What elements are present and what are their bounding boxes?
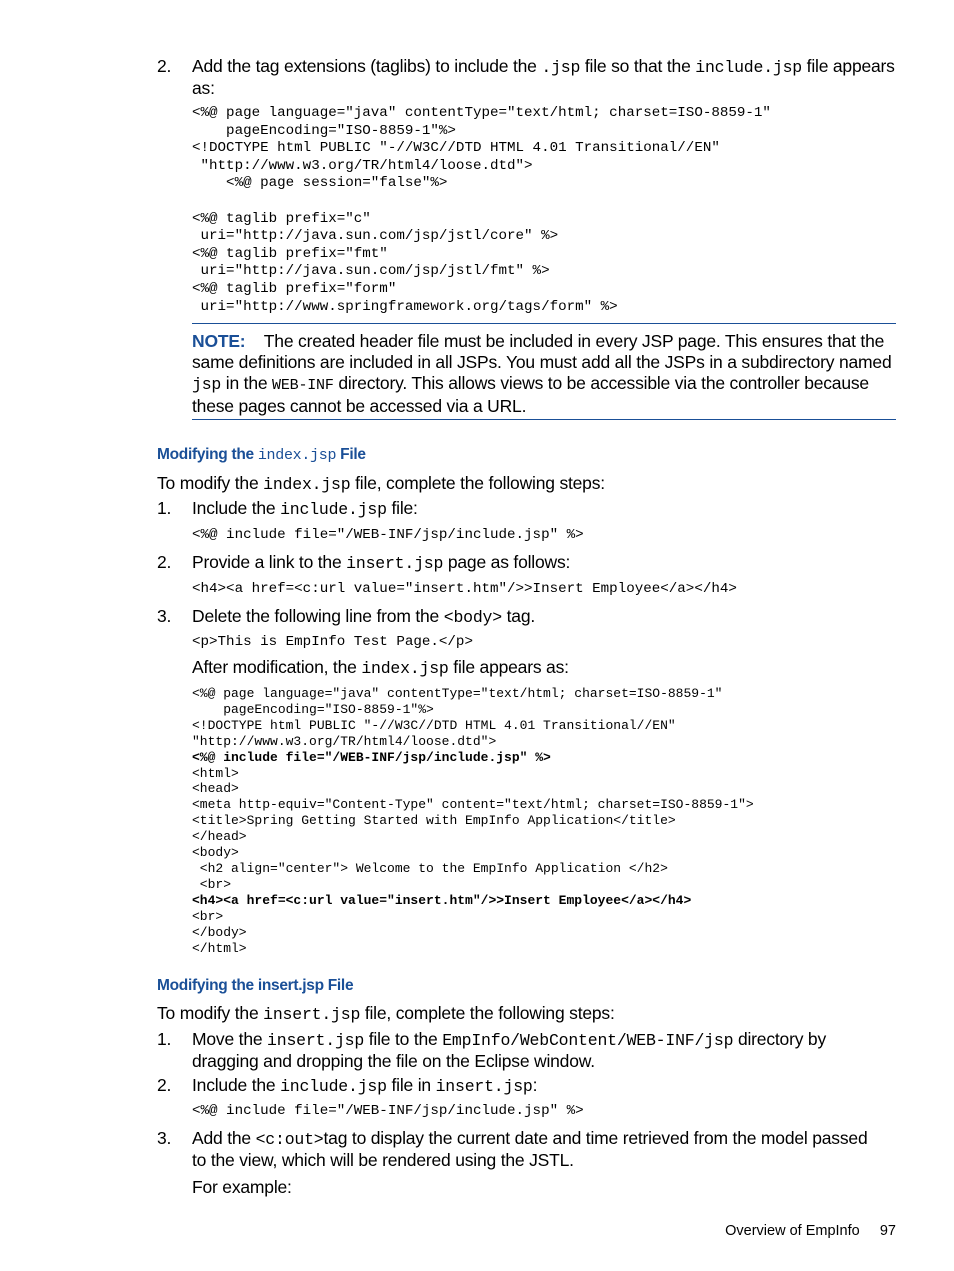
code-snippet: <p>This is EmpInfo Test Page.</p> [192, 634, 473, 650]
text: Include the [192, 498, 281, 518]
step-text [192, 498, 898, 520]
text: Add the tag extensions (taglibs) to include the [192, 56, 542, 76]
text: dragging and dropping the file on the Eclipse window. [192, 1051, 595, 1071]
step-number: 3. [157, 606, 172, 626]
step-number: 1. [157, 498, 172, 518]
for-example-text: For example: [192, 1177, 292, 1197]
code-listing [192, 686, 754, 956]
code-snippet: <h4><a href=<c:url value="insert.htm"/>>Insert Employee</a></h4> [192, 581, 737, 597]
step-number: 3. [157, 1128, 172, 1148]
text: file so that the [580, 56, 696, 76]
code-inline: <c:out> [255, 1130, 324, 1149]
step-number: 1. [157, 1029, 172, 1049]
code-lines: <br> </body> </html> [192, 908, 247, 956]
text: To modify the [157, 473, 264, 493]
text: tag to display the current date and time retrieved from the model passed [323, 1128, 868, 1148]
code-inline: index.jsp [361, 659, 449, 678]
text: to the view, which will be rendered using the JSTL. [192, 1150, 574, 1170]
section-heading-index [157, 446, 366, 464]
footer-title: Overview of EmpInfo [725, 1223, 860, 1239]
text: as: [192, 78, 215, 98]
text: file in [386, 1075, 436, 1095]
text: file appears [802, 56, 895, 76]
text: file to the [364, 1029, 443, 1049]
text: file appears as: [448, 657, 569, 677]
text: tag. [501, 606, 536, 626]
text: Add the [192, 1128, 256, 1148]
text: file, complete the following steps: [360, 1003, 615, 1023]
after-text [192, 657, 898, 679]
code-inline: <body> [443, 608, 502, 627]
code-inline: insert.jsp [435, 1077, 533, 1096]
text: : [532, 1075, 538, 1095]
step-text [192, 606, 898, 628]
text: Move the [192, 1029, 268, 1049]
section-intro [157, 1003, 615, 1025]
note-bottom-rule [192, 419, 896, 420]
text: directory by [733, 1029, 827, 1049]
note-text: in the [221, 373, 273, 393]
code-line-highlight: <%@ include file="/WEB-INF/jsp/include.jsp" %> [192, 749, 551, 765]
step-number: 2. [157, 552, 172, 572]
code-snippet: <%@ include file="/WEB-INF/jsp/include.jsp" %> [192, 527, 584, 543]
heading-text: File [336, 446, 366, 463]
note-label: NOTE: [192, 331, 246, 351]
text: After modification, the [192, 657, 362, 677]
note-text: directory. This allows views to be accessible via the controller because [333, 373, 869, 393]
code-inline: insert.jsp [346, 554, 444, 573]
heading-code: index.jsp [257, 447, 337, 464]
note-text: these pages cannot be accessed via a URL. [192, 396, 527, 416]
code-inline: include.jsp [695, 58, 802, 77]
code-inline: insert.jsp [263, 1005, 361, 1024]
section-heading-insert: Modifying the insert.jsp File [157, 977, 354, 994]
code-lines: <html> <head> <meta http-equiv="Content-Type" content="text/html; charset=ISO-8859-1"> <title>Spring Getting Started with EmpInfo Application</title> </head> <body> <h2 align="center"> Welcome to the EmpInfo Application </h2> <br> [192, 765, 754, 892]
text: Include the [192, 1075, 281, 1095]
page-footer [700, 1223, 896, 1239]
code-snippet: <%@ include file="/WEB-INF/jsp/include.jsp" %> [192, 1103, 584, 1119]
step-text [192, 1128, 898, 1171]
step-number: 2. [157, 1075, 172, 1095]
code-inline: .jsp [541, 58, 581, 77]
text: file, complete the following steps: [350, 473, 605, 493]
note-top-rule [192, 323, 896, 324]
text: page as follows: [443, 552, 571, 572]
code-inline: include.jsp [280, 500, 387, 519]
page-number: 97 [879, 1223, 896, 1239]
step-text [192, 1075, 898, 1097]
code-inline: include.jsp [280, 1077, 387, 1096]
code-inline: insert.jsp [267, 1031, 365, 1050]
code-inline: index.jsp [263, 475, 351, 494]
step-number: 2. [157, 56, 172, 76]
code-block: <%@ page language="java" contentType="text/html; charset=ISO-8859-1" pageEncoding="ISO-8859-1"%> <!DOCTYPE html PUBLIC "-//W3C//DTD HTML 4.01 Transitional//EN" "http://www.w3.org/TR/html4/loose.dtd"> <%@ page session="false"%> <%@ taglib prefix="c" uri="http://java.sun.com/jsp/jstl/core" %> <%@ taglib prefix="fmt" uri="http://java.sun.com/jsp/jstl/fmt" %> <%@ taglib prefix="form" uri="http://www.springframework.org/tags/form" %> [192, 105, 771, 315]
text: Provide a link to the [192, 552, 347, 572]
note-text: same definitions are included in all JSPs. You must add all the JSPs in a subdirectory named [192, 352, 892, 372]
text: Delete the following line from the [192, 606, 444, 626]
code-lines: <%@ page language="java" contentType="text/html; charset=ISO-8859-1" pageEncoding="ISO-8859-1"%> <!DOCTYPE html PUBLIC "-//W3C//DTD HTML 4.01 Transitional//EN" "http://www.w3.org/TR/html4/loose.dtd"> [192, 686, 723, 749]
step-2-text [192, 56, 898, 99]
code-inline: WEB-INF [272, 377, 334, 394]
section-intro [157, 473, 605, 495]
step-text [192, 1029, 898, 1072]
code-inline: jsp [192, 375, 222, 394]
note-box [192, 331, 898, 417]
step-text [192, 552, 898, 574]
text: To modify the [157, 1003, 264, 1023]
heading-text: Modifying the [157, 446, 258, 463]
text: file: [386, 498, 418, 518]
note-text: The created header file must be included in every JSP page. This ensures that the [263, 331, 885, 351]
code-line-highlight: <h4><a href=<c:url value="insert.htm"/>>Insert Employee</a></h4> [192, 892, 692, 908]
code-inline: EmpInfo/WebContent/WEB-INF/jsp [442, 1031, 734, 1050]
